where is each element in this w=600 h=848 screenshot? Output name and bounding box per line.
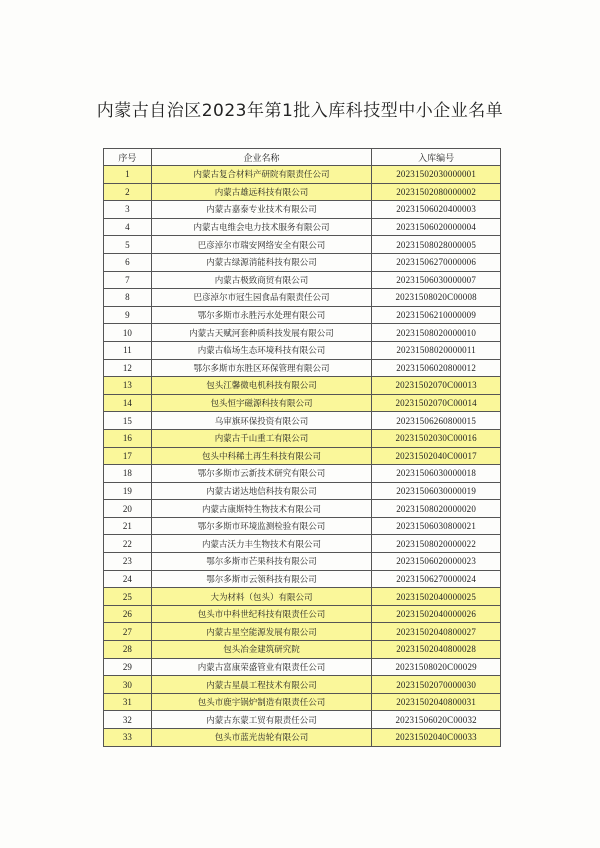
- registry-code: 20231502040C00017: [372, 447, 501, 465]
- company-name: 包头江馨微电机科技有限公司: [151, 377, 372, 395]
- row-number: 14: [104, 394, 152, 412]
- registry-code: 20231508020000022: [372, 535, 501, 553]
- registry-code: 20231506020C00032: [372, 711, 501, 729]
- row-number: 28: [104, 641, 152, 659]
- table-row: [104, 658, 501, 676]
- row-number: 30: [104, 676, 152, 694]
- row-number: 3: [104, 201, 152, 219]
- table-row: [104, 535, 501, 553]
- row-number: 27: [104, 623, 152, 641]
- company-name: 大为材料（包头）有限公司: [151, 588, 372, 606]
- company-name: 包头市鹿宇锅炉制造有限责任公司: [151, 693, 372, 711]
- registry-code: 20231506020000023: [372, 553, 501, 571]
- table-row: [104, 553, 501, 571]
- company-name: 乌审旗环保投资有限公司: [151, 412, 372, 430]
- table-row: [104, 341, 501, 359]
- table-row: [104, 676, 501, 694]
- company-name: 内蒙古千山重工有限公司: [151, 429, 372, 447]
- table-row: [104, 500, 501, 518]
- row-number: 20: [104, 500, 152, 518]
- row-number: 7: [104, 271, 152, 289]
- row-number: 5: [104, 236, 152, 254]
- row-number: 12: [104, 359, 152, 377]
- row-number: 19: [104, 482, 152, 500]
- row-number: 2: [104, 183, 152, 201]
- registry-code: 20231502040000026: [372, 605, 501, 623]
- registry-code: 20231506270000006: [372, 253, 501, 271]
- company-name: 内蒙古极致商贸有限公司: [151, 271, 372, 289]
- company-name: 内蒙古东蒙工贸有限责任公司: [151, 711, 372, 729]
- table-row: [104, 711, 501, 729]
- row-number: 29: [104, 658, 152, 676]
- registry-code: 20231502040C00033: [372, 729, 501, 747]
- company-name: 内蒙古星晨工程技术有限公司: [151, 676, 372, 694]
- company-name: 包头中科稀土再生科技有限公司: [151, 447, 372, 465]
- row-number: 10: [104, 324, 152, 342]
- row-number: 13: [104, 377, 152, 395]
- row-number: 11: [104, 341, 152, 359]
- registry-code: 20231506270000024: [372, 570, 501, 588]
- row-number: 1: [104, 166, 152, 184]
- registry-code: 20231508020C00008: [372, 289, 501, 307]
- company-name: 巴彦淖尔市瑞安网络安全有限公司: [151, 236, 372, 254]
- table-row: [104, 253, 501, 271]
- registry-code: 20231506020800012: [372, 359, 501, 377]
- table-row: [104, 588, 501, 606]
- enterprise-table: [103, 148, 501, 747]
- table-row: [104, 271, 501, 289]
- registry-code: 20231506020400003: [372, 201, 501, 219]
- header-name: 企业名称: [151, 149, 372, 166]
- row-number: 8: [104, 289, 152, 307]
- company-name: 内蒙古临场生态环境科技有限公司: [151, 341, 372, 359]
- table-row: [104, 429, 501, 447]
- row-number: 16: [104, 429, 152, 447]
- table-row: [104, 289, 501, 307]
- registry-code: 20231506030000019: [372, 482, 501, 500]
- row-number: 33: [104, 729, 152, 747]
- company-name: 鄂尔多斯市芒果科技有限公司: [151, 553, 372, 571]
- registry-code: 20231506260800015: [372, 412, 501, 430]
- registry-code: 20231502040800028: [372, 641, 501, 659]
- header-code: 入库编号: [372, 149, 501, 166]
- table-row: [104, 447, 501, 465]
- company-name: 内蒙古康斯特生物技术有限公司: [151, 500, 372, 518]
- registry-code: 20231506020000004: [372, 218, 501, 236]
- registry-code: 20231502040000025: [372, 588, 501, 606]
- registry-code: 20231506030800021: [372, 517, 501, 535]
- company-name: 鄂尔多斯市东胜区环保管理有限公司: [151, 359, 372, 377]
- row-number: 26: [104, 605, 152, 623]
- registry-code: 20231502080000002: [372, 183, 501, 201]
- registry-code: 20231508020000010: [372, 324, 501, 342]
- table-row: [104, 412, 501, 430]
- registry-code: 20231508020C00029: [372, 658, 501, 676]
- row-number: 9: [104, 306, 152, 324]
- table-row: [104, 605, 501, 623]
- row-number: 6: [104, 253, 152, 271]
- table-row: [104, 183, 501, 201]
- company-name: 内蒙古嘉泰专业技术有限公司: [151, 201, 372, 219]
- table-row: [104, 166, 501, 184]
- registry-code: 20231502070C00013: [372, 377, 501, 395]
- company-name: 内蒙古富康荣盛管业有限责任公司: [151, 658, 372, 676]
- row-number: 21: [104, 517, 152, 535]
- company-name: 巴彦淖尔市冠生园食品有限责任公司: [151, 289, 372, 307]
- row-number: 4: [104, 218, 152, 236]
- company-name: 内蒙古雄远科技有限公司: [151, 183, 372, 201]
- table-row: [104, 324, 501, 342]
- table-row: [104, 465, 501, 483]
- company-name: 鄂尔多斯市云新技术研究有限公司: [151, 465, 372, 483]
- document-title: 内蒙古自治区2023年第1批入库科技型中小企业名单: [96, 101, 504, 121]
- table-row: [104, 623, 501, 641]
- company-name: 内蒙古星空能源发展有限公司: [151, 623, 372, 641]
- table-row: [104, 570, 501, 588]
- table-row: [104, 306, 501, 324]
- row-number: 31: [104, 693, 152, 711]
- registry-code: 20231502030000001: [372, 166, 501, 184]
- table-row: [104, 517, 501, 535]
- table-row: [104, 236, 501, 254]
- company-name: 鄂尔多斯市永胜污水处理有限公司: [151, 306, 372, 324]
- row-number: 22: [104, 535, 152, 553]
- registry-code: 20231506030000018: [372, 465, 501, 483]
- row-number: 25: [104, 588, 152, 606]
- row-number: 32: [104, 711, 152, 729]
- table-row: [104, 218, 501, 236]
- table-row: [104, 482, 501, 500]
- table-row: [104, 394, 501, 412]
- row-number: 15: [104, 412, 152, 430]
- row-number: 23: [104, 553, 152, 571]
- company-name: 内蒙古绿源消能科技有限公司: [151, 253, 372, 271]
- registry-code: 20231506030000007: [372, 271, 501, 289]
- table-row: [104, 359, 501, 377]
- table-row: [104, 201, 501, 219]
- company-name: 鄂尔多斯市云领科技有限公司: [151, 570, 372, 588]
- row-number: 18: [104, 465, 152, 483]
- registry-code: 20231506210000009: [372, 306, 501, 324]
- company-name: 内蒙古天赋河套种质科技发展有限公司: [151, 324, 372, 342]
- company-name: 包头市蓝光齿轮有限公司: [151, 729, 372, 747]
- registry-code: 20231508020000020: [372, 500, 501, 518]
- company-name: 包头恒宇磁源科技有限公司: [151, 394, 372, 412]
- registry-code: 20231508028000005: [372, 236, 501, 254]
- registry-code: 20231502070C00014: [372, 394, 501, 412]
- registry-code: 20231502040800031: [372, 693, 501, 711]
- table-row: [104, 729, 501, 747]
- table-row: [104, 377, 501, 395]
- registry-code: 20231508020000011: [372, 341, 501, 359]
- table-row: [104, 693, 501, 711]
- header-no: 序号: [104, 149, 152, 166]
- company-name: 内蒙古沃力丰生物技术有限公司: [151, 535, 372, 553]
- row-number: 17: [104, 447, 152, 465]
- table-header-row: [104, 149, 501, 166]
- company-name: 鄂尔多斯市环境监测检验有限公司: [151, 517, 372, 535]
- company-name: 内蒙古诺达地信科技有限公司: [151, 482, 372, 500]
- company-name: 内蒙古复合材料产研院有限责任公司: [151, 166, 372, 184]
- registry-code: 20231502070000030: [372, 676, 501, 694]
- table-row: [104, 641, 501, 659]
- company-name: 内蒙古电维会电力技术服务有限公司: [151, 218, 372, 236]
- company-name: 包头冶金建筑研究院: [151, 641, 372, 659]
- registry-code: 20231502030C00016: [372, 429, 501, 447]
- company-name: 包头市中科世纪科技有限责任公司: [151, 605, 372, 623]
- registry-code: 20231502040800027: [372, 623, 501, 641]
- row-number: 24: [104, 570, 152, 588]
